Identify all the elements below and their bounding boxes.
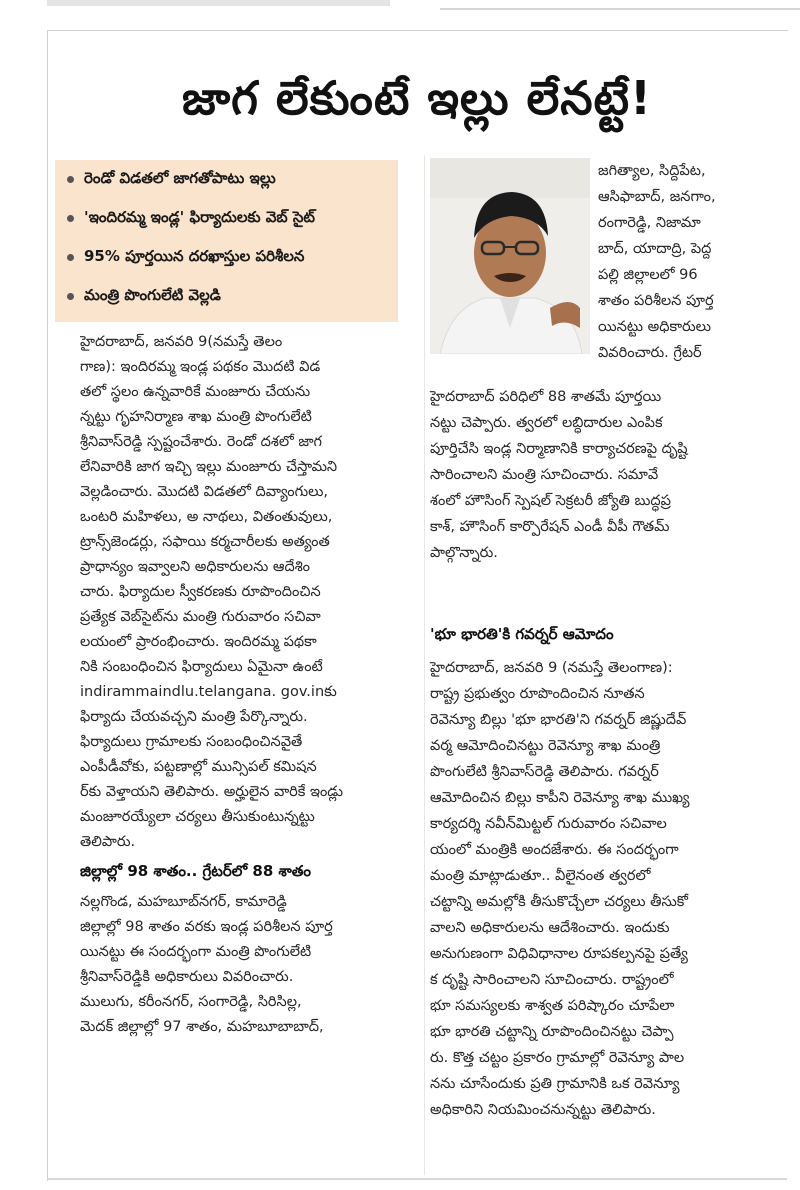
text-line: జిల్లాల్లో 98 శాతం వరకు ఇండ్ల పరిశీలన పూర్త xyxy=(80,919,333,935)
text-line: ఒంటరి మహిళలు, అ నాథలు, వితంతువులు, xyxy=(80,509,333,525)
bhu-bharathi-story xyxy=(430,655,785,1123)
district-list xyxy=(598,158,788,366)
text-line: హైదరాబాద్ పరిధిలో 88 శాతమే పూర్తయి xyxy=(430,389,662,405)
bullet-icon xyxy=(67,293,74,300)
text-line: శ్రీనివాస్‌రెడ్డికి అధికారులు వివరించారు. xyxy=(80,969,294,985)
highlight-item: 95% పూర్తయిన దరఖాస్తుల పరిశీలన xyxy=(55,238,398,277)
text-line: క దృష్టి సారించాలని సూచించారు. రాష్ట్రంలో xyxy=(430,972,674,988)
text-line: ప్రాధాన్యం ఇవ్వాలని అధికారులను ఆదేశిం xyxy=(80,559,311,575)
top-strip xyxy=(47,0,390,6)
bottom-rule xyxy=(47,1178,787,1180)
text-line: శంలో హౌసింగ్ స్పెషల్ సెక్రటరీ జ్యోతి బుద్ధప్ర xyxy=(430,493,671,509)
bullet-icon xyxy=(67,215,74,222)
portrait-image xyxy=(430,158,590,354)
text-line: అధికారిని నియమించనున్నట్టు తెలిపారు. xyxy=(430,1102,656,1118)
district-story xyxy=(80,890,398,1040)
continued-story xyxy=(430,384,785,566)
text-line: వివరించారు. గ్రేటర్ xyxy=(598,345,702,361)
text-line: మెదక్ జిల్లాల్లో 97 శాతం, మహబూబాబాద్, xyxy=(80,1019,324,1035)
text-line: ఆసిఫాబాద్, జనగాం, xyxy=(598,189,716,205)
text-line: రెవెన్యూ బిల్లు 'భూ భారతి'ని గవర్నర్ జిష్ణుదేవ్ xyxy=(430,712,687,728)
text-line: నికి సంబంధించిన ఫిర్యాదులు ఏమైనా ఉంటే xyxy=(80,659,323,675)
text-line: నట్టు చెప్పారు. త్వరలో లబ్ధిదారుల ఎంపిక xyxy=(430,415,663,431)
text-line: కార్యదర్శి నవీన్‌మిట్టల్ గురువారం సచివాల xyxy=(430,816,667,832)
text-line: శాతం పరిశీలన పూర్త xyxy=(598,293,714,309)
top-rule xyxy=(440,8,800,10)
text-line: యినట్టు ఈ సందర్భంగా మంత్రి పొంగులేటి xyxy=(80,944,312,960)
main-story xyxy=(80,330,398,855)
text-line: పల్లి జిల్లాలలో 96 xyxy=(598,267,698,283)
text-line: వాలని అధికారులను ఆదేశించారు. ఇందుకు xyxy=(430,920,670,936)
bhu-bharathi-subhead: 'భూ భారతి'కి గవర్నర్ ఆమోదం xyxy=(430,625,614,643)
text-line: మంత్రి మాట్లాడుతూ.. వీలైనంత త్వరలో xyxy=(430,868,651,884)
text-line: వెల్లడించారు. మొదటి విడతలో దివ్యాంగులు, xyxy=(80,484,329,500)
headline: జాగ లేకుంటే ఇల్లు లేనట్టే! xyxy=(182,71,652,125)
text-line: ఆమోదించిన బిల్లు కాపీని రెవెన్యూ శాఖ ముఖ్య xyxy=(430,790,690,806)
text-line: చట్టాన్ని అమల్లోకి తీసుకొచ్చేలా చర్యలు తీసుకో xyxy=(430,894,688,910)
text-line: ర్‌కు వెళ్తాయని తెలిపారు. అర్హులైన వారికే ఇండ్లు xyxy=(80,784,344,800)
text-line: రు. కొత్త చట్టం ప్రకారం గ్రామాల్లో రెవెన్యూ పాల xyxy=(430,1050,685,1066)
text-line: భూ సమస్యలకు శాశ్వత పరిష్కారం చూపేలా xyxy=(430,998,675,1014)
district-subhead: జిల్లాల్లో 98 శాతం.. గ్రేటర్‌లో 88 శాతం xyxy=(80,862,312,880)
minister-photo xyxy=(430,158,590,354)
text-line: గాణ): ఇందిరమ్మ ఇండ్ల పథకం మొదటి విడ xyxy=(80,359,321,375)
text-line: పాల్గొన్నారు. xyxy=(430,545,498,561)
highlights-box xyxy=(55,160,398,322)
text-line: నను చూసేందుకు ప్రతి గ్రామానికి ఒక రెవెన్యూ xyxy=(430,1076,680,1092)
highlight-item: రెండో విడతలో జాగతోపాటు ఇల్లు xyxy=(55,160,398,199)
text-line: తెలిపారు. xyxy=(80,834,136,850)
text-line: వర్మ ఆమోదించినట్టు రెవెన్యూ శాఖ మంత్రి xyxy=(430,738,661,754)
text-line: రాష్ట్ర ప్రభుత్వం రూపొందించిన నూతన xyxy=(430,686,645,702)
text-line: ఫిర్యాదులు గ్రామాలకు సంబంధించినవైతే xyxy=(80,734,303,750)
text-line: చారు. ఫిర్యాదుల స్వీకరణకు రూపొందించిన xyxy=(80,584,321,600)
text-line: పూర్తిచేసి ఇండ్ల నిర్మాణానికి కార్యాచరణపై దృష్టి xyxy=(430,441,688,457)
text-line: యంలో మంత్రికి అందజేశారు. ఈ సందర్భంగా xyxy=(430,842,679,858)
text-line: నల్లగొండ, మహబూబ్‌నగర్, కామారెడ్డి xyxy=(80,894,287,910)
text-line: అనుగుణంగా విధివిధానాల రూపకల్పనపై ప్రత్యే xyxy=(430,946,688,962)
text-line: తలో స్థలం ఉన్నవారికే మంజూరు చేయను xyxy=(80,384,311,400)
text-line: లయంలో ప్రారంభించారు. ఇందిరమ్మ పథకా xyxy=(80,634,317,650)
text-line: ట్రాన్స్‌జెండర్లు, సఫాయి కర్మచారీలకు అత్యంత xyxy=(80,534,330,550)
text-line: ఫిర్యాదు చేయవచ్చని మంత్రి పేర్కొన్నారు. xyxy=(80,709,308,725)
text-line: ప్రత్యేక వెబ్‌సైట్‌ను మంత్రి గురువారం సచివా xyxy=(80,609,321,625)
text-line: ములుగు, కరీంనగర్, సంగారెడ్డి, సిరిసిల్ల, xyxy=(80,994,302,1010)
bullet-icon xyxy=(67,176,74,183)
text-line: పొంగులేటి శ్రీనివాస్‌రెడ్డి తెలిపారు. గవర్నర్ xyxy=(430,764,659,780)
column-divider xyxy=(424,155,425,1175)
text-line: శ్రీనివాస్‌రెడ్డి స్పష్టంచేశారు. రెండో దశలో జాగ xyxy=(80,434,322,450)
text-line: కాశ్, హౌసింగ్ కార్పొరేషన్ ఎండీ వీపీ గౌతమ్ xyxy=(430,519,670,535)
bullet-icon xyxy=(67,254,74,261)
text-line: భూ భారతి చట్టాన్ని రూపొందించినట్టు చెప్పా xyxy=(430,1024,674,1040)
text-line: ఎంపీడీవోకు, పట్టణాల్లో మున్సిపల్ కమిషన xyxy=(80,759,317,775)
text-line: న్నట్టు గృహనిర్మాణ శాఖ మంత్రి పొంగులేటి xyxy=(80,409,312,425)
text-line: మంజూరయ్యేలా చర్యలు తీసుకుంటున్నట్టు xyxy=(80,809,315,825)
text-line: జగిత్యాల, సిద్దిపేట, xyxy=(598,163,706,179)
text-line: హైదరాబాద్, జనవరి 9 (నమస్తే తెలంగాణ): xyxy=(430,660,673,676)
text-line: బాద్, యాదాద్రి, పెద్ద xyxy=(598,241,712,257)
text-line: రంగారెడ్డి, నిజామా xyxy=(598,215,701,231)
text-line: సారించాలని మంత్రి సూచించారు. సమావే xyxy=(430,467,659,483)
highlight-item: 'ఇందిరమ్మ ఇండ్ల' ఫిర్యాదులకు వెబ్ సైట్ xyxy=(55,199,398,238)
text-line: యినట్టు అధికారులు xyxy=(598,319,711,335)
highlight-item: మంత్రి పొంగులేటి వెల్లడి xyxy=(55,277,398,316)
text-line: లేనివారికి జాగ ఇచ్చి ఇల్లు మంజూరు చేస్తామని xyxy=(80,459,338,475)
text-line: హైదరాబాద్, జనవరి 9(నమస్తే తెలం xyxy=(80,334,283,350)
text-line: indirammaindlu.telangana. gov.inకు xyxy=(80,684,337,700)
